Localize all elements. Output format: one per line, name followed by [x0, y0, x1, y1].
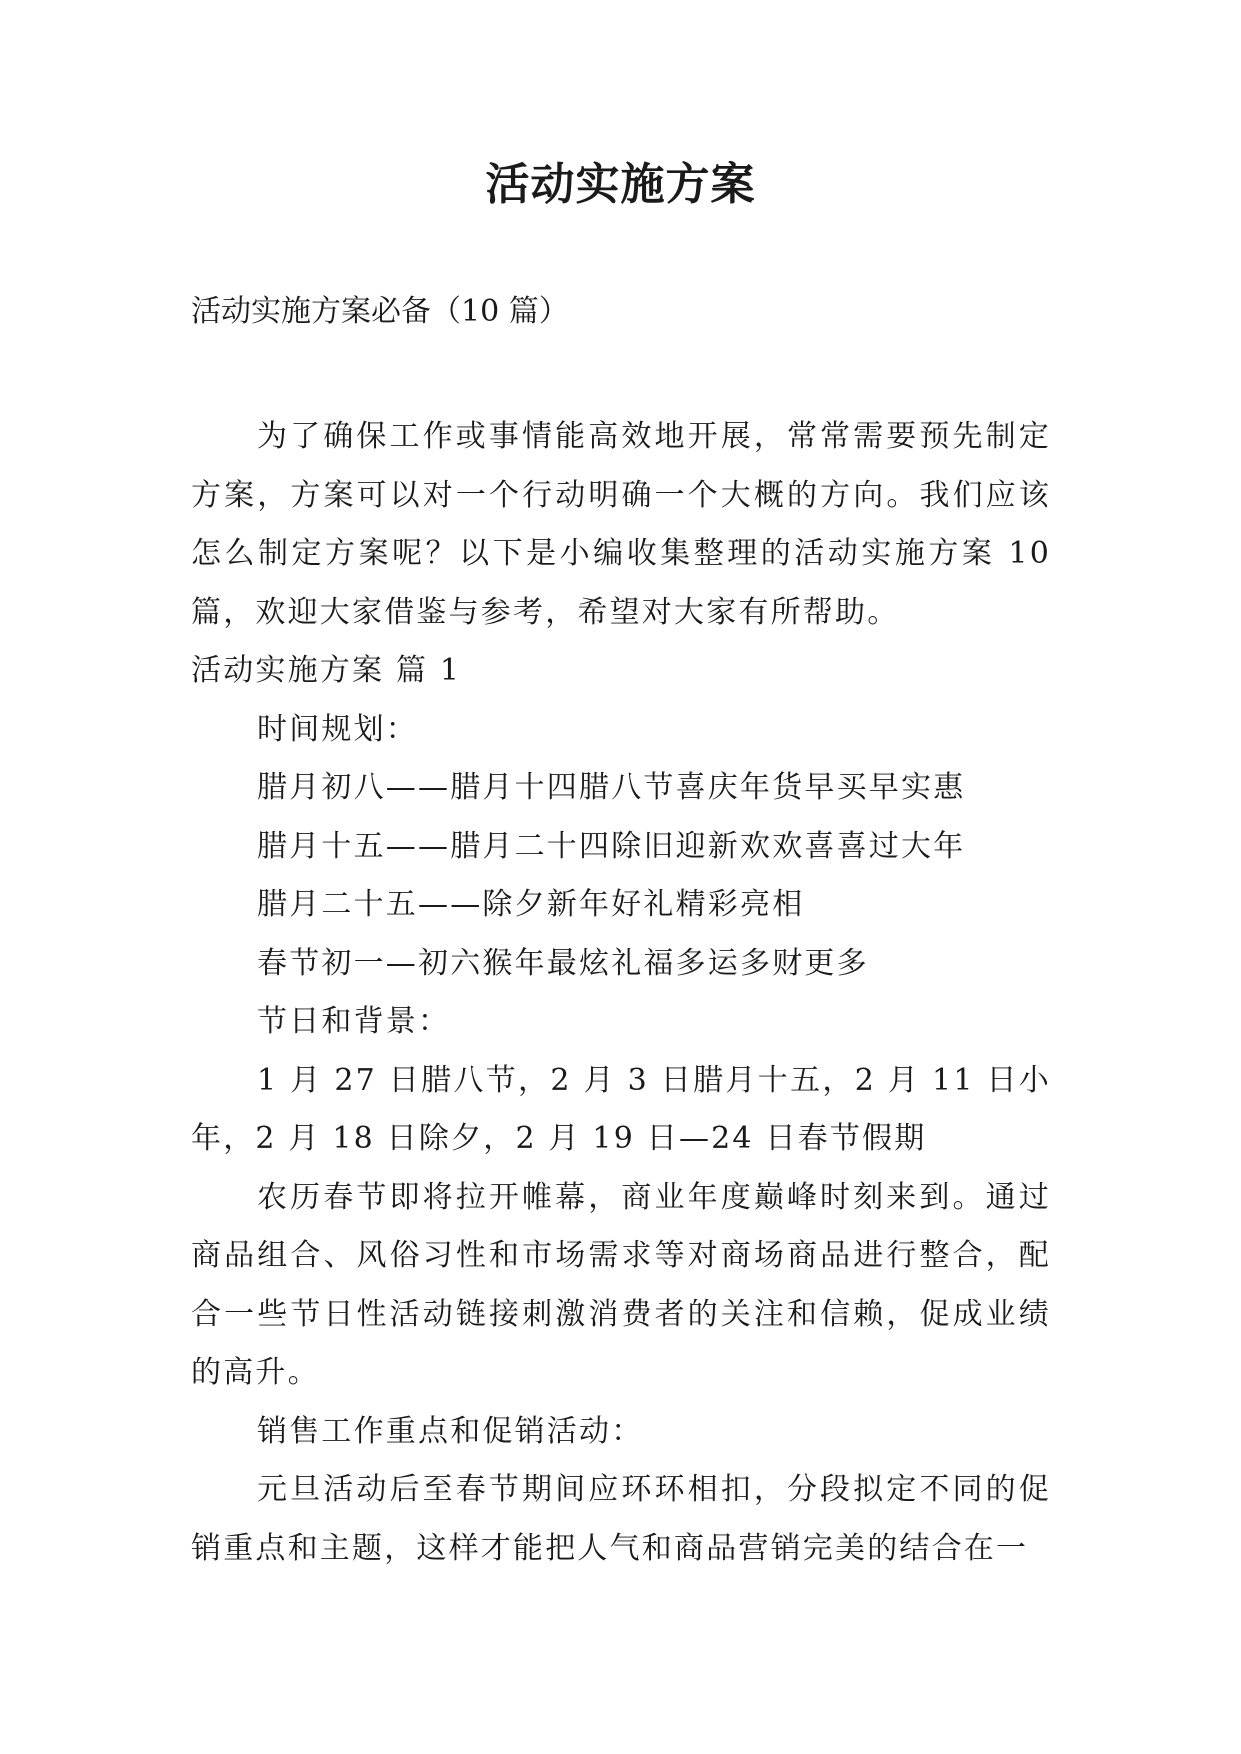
paragraph: 农历春节即将拉开帷幕，商业年度巅峰时刻来到。通过商品组合、风俗习性和市场需求等对商场商品进行整合，配合一些节日性活动链接刺激消费者的关注和信赖，促成业绩的高升。	[191, 1179, 1051, 1390]
paragraph: 1 月 27 日腊八节，2 月 3 日腊月十五，2 月 11 日小年，2 月 18 日除夕，2 月 19 日—24 日春节假期	[191, 1062, 1051, 1156]
document-subtitle: 活动实施方案必备（10 篇）	[191, 294, 569, 329]
paragraph: 销售工作重点和促销活动：	[257, 1413, 644, 1449]
paragraph: 节日和背景：	[257, 1004, 451, 1039]
paragraph: 元旦活动后至春节期间应环环相扣，分段拟定不同的促销重点和主题，这样才能把人气和商品营销完美的结合在一	[191, 1472, 1051, 1566]
paragraph: 腊月二十五——除夕新年好礼精彩亮相	[257, 887, 805, 922]
paragraph: 腊月初八——腊月十四腊八节喜庆年货早买早实惠	[257, 770, 966, 805]
paragraph: 时间规划：	[257, 711, 418, 747]
paragraph: 春节初一—初六猴年最炫礼福多运多财更多	[257, 945, 869, 981]
section-heading: 活动实施方案 篇 1	[191, 653, 462, 688]
document-title: 活动实施方案	[485, 159, 756, 210]
paragraph: 腊月十五——腊月二十四除旧迎新欢欢喜喜过大年	[257, 828, 966, 864]
document-body	[191, 408, 1051, 1578]
intro-paragraph: 为了确保工作或事情能高效地开展，常常需要预先制定方案，方案可以对一个行动明确一个大概的方向。我们应该怎么制定方案呢？以下是小编收集整理的活动实施方案 10 篇，欢迎大家借鉴与参考，希望对大家有所帮助。	[191, 419, 1051, 630]
